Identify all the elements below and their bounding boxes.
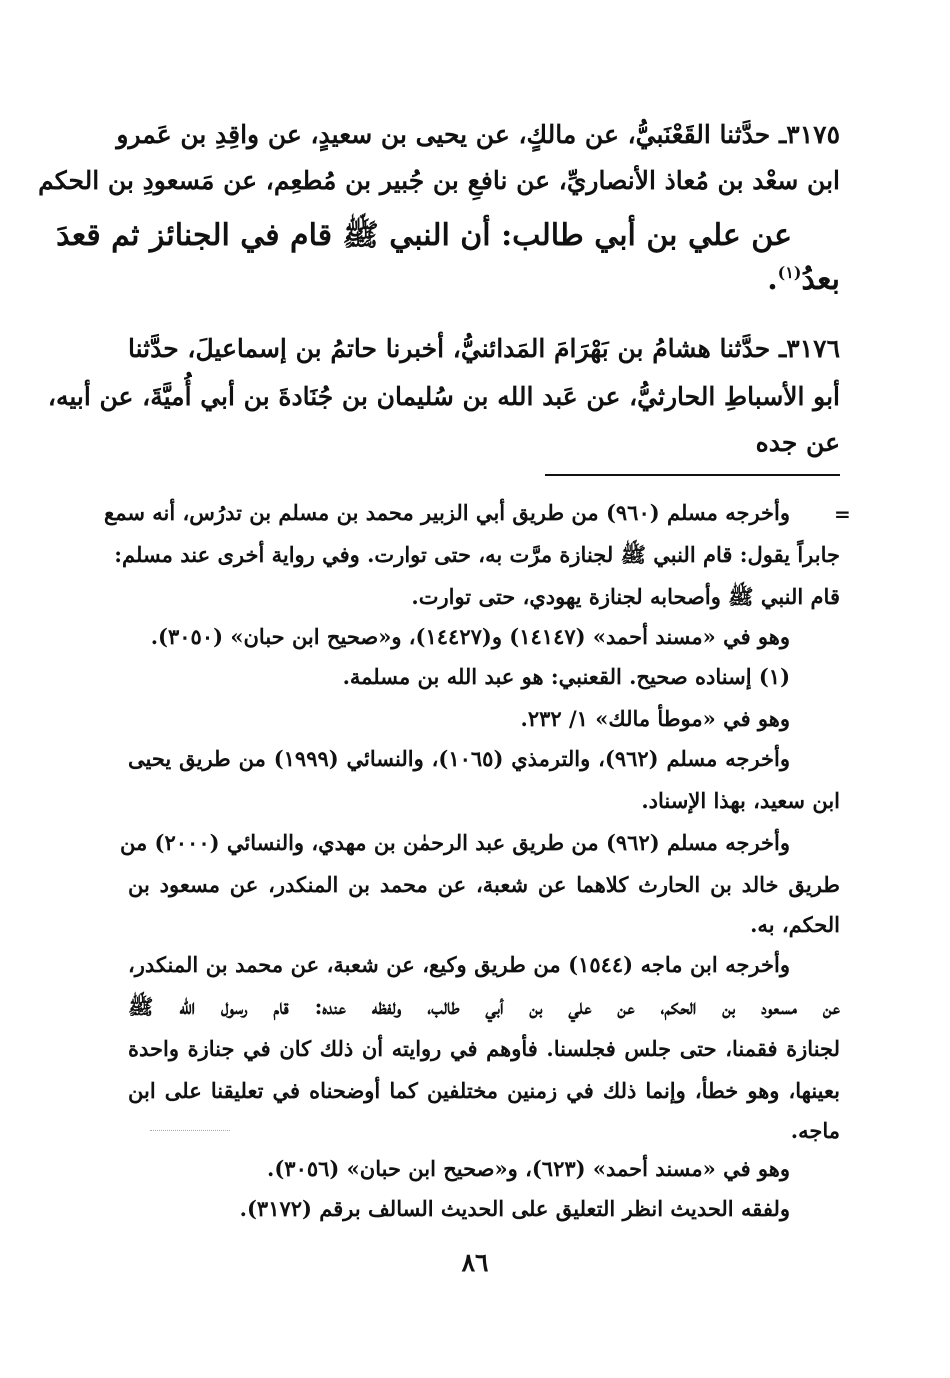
footnote-p5-line-4: بعينها، وهو خطأ، وإنما ذلك في زمنين مختلفين كما أوضحناه في تعليقنا على ابن [128,1078,840,1103]
hadith-3175-text-line-1: عن علي بن أبي طالب: أن النبي ﷺ قام في الجنائز ثم قعدَ [56,218,792,253]
footnote-p5-line-2: عن مسعود بن الحكم، عن علي بن أبي طالب، ولفظه عنده: قام رسول الله ﷺ [128,994,840,1019]
footnote-ref-1: (١) [777,263,802,282]
footnote-p5-line-5: ماجه. [790,1118,840,1143]
footnote-p4-line-1: وأخرجه مسلم (٩٦٢) من طريق عبد الرحمٰن بن مهدي، والنسائي (٢٠٠٠) من [120,830,790,855]
hadith-3175-last-word: بعدُ [801,262,840,297]
hadith-3175-line-1: ٣١٧٥ـ حدَّثنا القَعْنَبيُّ، عن مالكٍ، عن يحيى بن سعيدٍ، عن واقِدِ بن عَمرو [116,120,840,149]
footnote-p5-line-1: وأخرجه ابن ماجه (١٥٤٤) من طريق وكيع، عن شعبة، عن محمد بن المنكدر، [128,952,790,977]
footnote-p4-line-2: طريق خالد بن الحارث كلاهما عن شعبة، عن محمد بن المنكدر، عن مسعود بن [128,872,840,897]
hadith-3176-line-3: عن جده [755,428,840,457]
footnote-separator [545,474,840,476]
footnote-p1-line-1: وأخرجه مسلم (٩٦٠) من طريق أبي الزبير محمد بن مسلم بن تدرُس، أنه سمع [104,500,790,525]
scan-speck [150,1130,230,1131]
footnote-p2: وهو في «مسند أحمد» (١٤١٤٧) و(١٤٤٢٧)، و«صحيح ابن حبان» (٣٠٥٠). [150,624,790,649]
hadith-3176-line-2: أبو الأسباطِ الحارثيُّ، عن عَبد الله بن سُليمان بن جُنَادةَ بن أبي أُميَّةَ، عن أبيه، [47,382,840,411]
hadith-3175-end: . [767,262,778,297]
footnote-p7: ولفقه الحديث انظر التعليق على الحديث السالف برقم (٣١٧٢). [239,1196,790,1221]
footnote-p6: وهو في «مسند أحمد» (٦٢٣)، و«صحيح ابن حبان» (٣٠٥٦). [267,1156,790,1181]
footnote-p4-line-3: الحكم، به. [750,912,840,937]
footnote-p1-line-2: جابراً يقول: قام النبي ﷺ لجنازة مرَّت به، حتى توارت. وفي رواية أخرى عند مسلم: [114,542,840,567]
page-number: ٨٦ [461,1248,489,1277]
footnote-p1-line-3: قام النبي ﷺ وأصحابه لجنازة يهودي، حتى توارت. [411,584,840,609]
hadith-3175-text-line-2 [740,262,840,298]
hadith-3175-line-2: ابن سعْد بن مُعاذ الأنصاريِّ، عن نافعِ بن جُبير بن مُطعِم، عن مَسعودِ بن الحكم [38,166,840,195]
footnote-p3-line-1: وأخرجه مسلم (٩٦٢)، والترمذي (١٠٦٥)، والنسائي (١٩٩٩) من طريق يحيى [128,746,790,771]
footnote-p5-line-3: لجنازة فقمنا، حتى جلس فجلسنا. فأوهم في روايته أن ذلك كان في جنازة واحدة [128,1036,840,1061]
hadith-3176-line-1: ٣١٧٦ـ حدَّثنا هشامُ بن بَهْرَامَ المَدائنيُّ، أخبرنا حاتمُ بن إسماعيلَ، حدَّثنا [128,334,840,363]
footnote-p3-line-2: ابن سعيد، بهذا الإسناد. [641,788,840,813]
footnote-continuation-mark: = [834,502,851,526]
footnote-1-source: وهو في «موطأ مالك» ١/ ٢٣٢. [520,706,790,731]
footnote-1: (١) إسناده صحيح. القعنبي: هو عبد الله بن مسلمة. [342,664,790,689]
